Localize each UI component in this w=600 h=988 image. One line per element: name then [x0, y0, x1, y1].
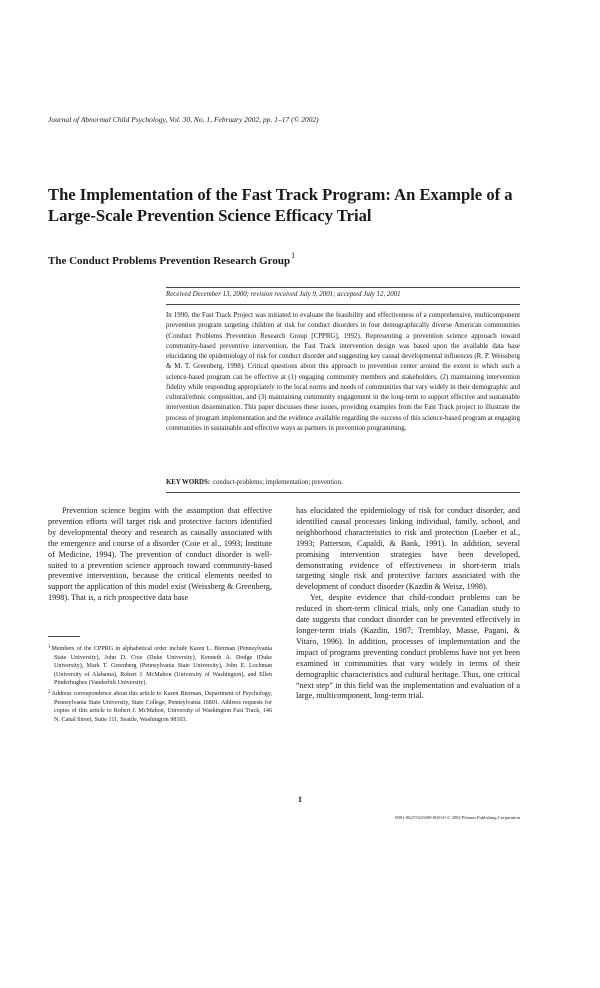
- footnote-mark: 1: [48, 645, 51, 650]
- article-title: The Implementation of the Fast Track Program: An Example of a Large-Scale Prevention Science Efficacy Trial: [48, 185, 513, 225]
- author-name: The Conduct Problems Prevention Research Group: [48, 255, 291, 267]
- keywords-text: conduct-problems; implementation; prevention.: [213, 479, 343, 486]
- journal-citation: Journal of Abnormal Child Psychology, Vol. 30, No. 1, February 2002, pp. 1–17 (© 2002): [48, 115, 319, 124]
- author-footnote-mark: 1: [291, 251, 296, 260]
- page-number: 1: [297, 794, 303, 804]
- keywords-rule: [166, 492, 520, 493]
- keywords: [166, 479, 343, 486]
- footnote-text: Address correspondence about this article to Karen Bierman, Department of Psychology, Pennsylvania State University, State College, Pennsylvania 16801. Address requests for copies of this article to Robert J. McMahon, University of Washington Fast Track, 146 N. Canal Street, Suite 111, Seattle, Washington 98103.: [51, 690, 272, 723]
- abstract: In 1990, the Fast Track Project was initiated to evaluate the feasibility and effectiveness of a comprehensive, multicomponent prevention program targeting children at risk for conduct disorders in four demographically diverse American communities (Conduct Problems Prevention Research Group [CPPRG], 1992). Representing a prevention science approach toward community-based preventive intervention, the Fast Track intervention design was based upon the available data base elucidating the epidemiology of risk for conduct disorder and suggesting key causal developmental influences (R. P. Weissberg & M. T. Greenberg, 1998). Critical questions about this approach to prevention center around the extent to which such a science-based program can be effective at (1) engaging community members and stakeholders, (2) maintaining intervention fidelity while responding appropriately to the local norms and needs of communities that vary widely in their demographic and cultural/ethnic composition, and (3) maintaining community engagement in the long-term to support effective and sustainable intervention dissemination. This paper discusses these issues, providing examples from the Fast Track project to illustrate the process of program implementation and the evidence available regarding the success of this science-based program at engaging communities in sustainable and effective ways as partners in prevention programming.: [166, 311, 520, 432]
- top-rule: [166, 287, 520, 288]
- body-left-column: [48, 506, 272, 604]
- body-paragraph: Yet, despite evidence that child-conduct problems can be reduced in short-term clinical trials, only one Canadian study to date suggests that conduct disorder can be prevented effectively in longer-term trials (Kazdin, 1987; Tremblay, Masse, Pagani, & Vitaro, 1996). In addition, processes of implementation and the impact of programs preventing conduct problems have not yet been examined in communities that vary widely in terms of their demographic characteristics and cultural heritage. Thus, one critical “next step” in this field was the implementation and evaluation of a large, multicomponent, long-term trial.: [296, 593, 520, 701]
- footnote-mark: 2: [48, 689, 51, 695]
- footnote-1: [48, 644, 272, 688]
- author-group: [48, 251, 295, 267]
- abstract-rule: [166, 304, 520, 305]
- footnote-2: [48, 689, 272, 724]
- copyright-line: 0091-0627/02/0200-0001/0 © 2002 Plenum Publishing Corporation: [395, 815, 520, 820]
- body-paragraph: has elucidated the epidemiology of risk for conduct disorder, and identified causal processes linking individual, family, school, and neighborhood characteristics to risk and protection (Loeber et al., 1993; Patterson, Capaldi, & Bank, 1991). In addition, several promising intervention strategies have been developed, demonstrating evidence of effectiveness in short-term trials targeting single risk and protective factors associated with the development of conduct disorder (Kazdin & Weisz, 1998).: [296, 506, 520, 592]
- footnotes: [48, 644, 272, 725]
- body-paragraph: Prevention science begins with the assumption that effective prevention efforts will target risk and protective factors identified by developmental theory and research as causally associated with the emergence and course of a disorder (Coie et al., 1993; Institute of Medicine, 1994). The prevention of conduct disorder is well-suited to a prevention science approach toward community-based preventive intervention, because the critical elements needed to support the application of this model exist (Weissberg & Greenberg, 1998). That is, a rich prospective data base: [48, 506, 272, 603]
- footnote-text: Members of the CPPRG in alphabetical order include Karen L. Bierman (Pennsylvania State University), John D. Coie (Duke University), Kenneth A. Dodge (Duke University), Mark T. Greenberg (Pennsylvania State University), John E. Lochman (University of Alabama), Robert J. McMahon (University of Washington), and Ellen Pinderhughes (Vanderbilt University).: [51, 646, 272, 687]
- keywords-label: KEY WORDS:: [166, 479, 210, 486]
- received-dates: Received December 13, 2000; revision received July 9, 2001; accepted July 12, 2001: [166, 291, 401, 298]
- body-right-column: [296, 506, 520, 702]
- footnote-rule: [48, 636, 80, 637]
